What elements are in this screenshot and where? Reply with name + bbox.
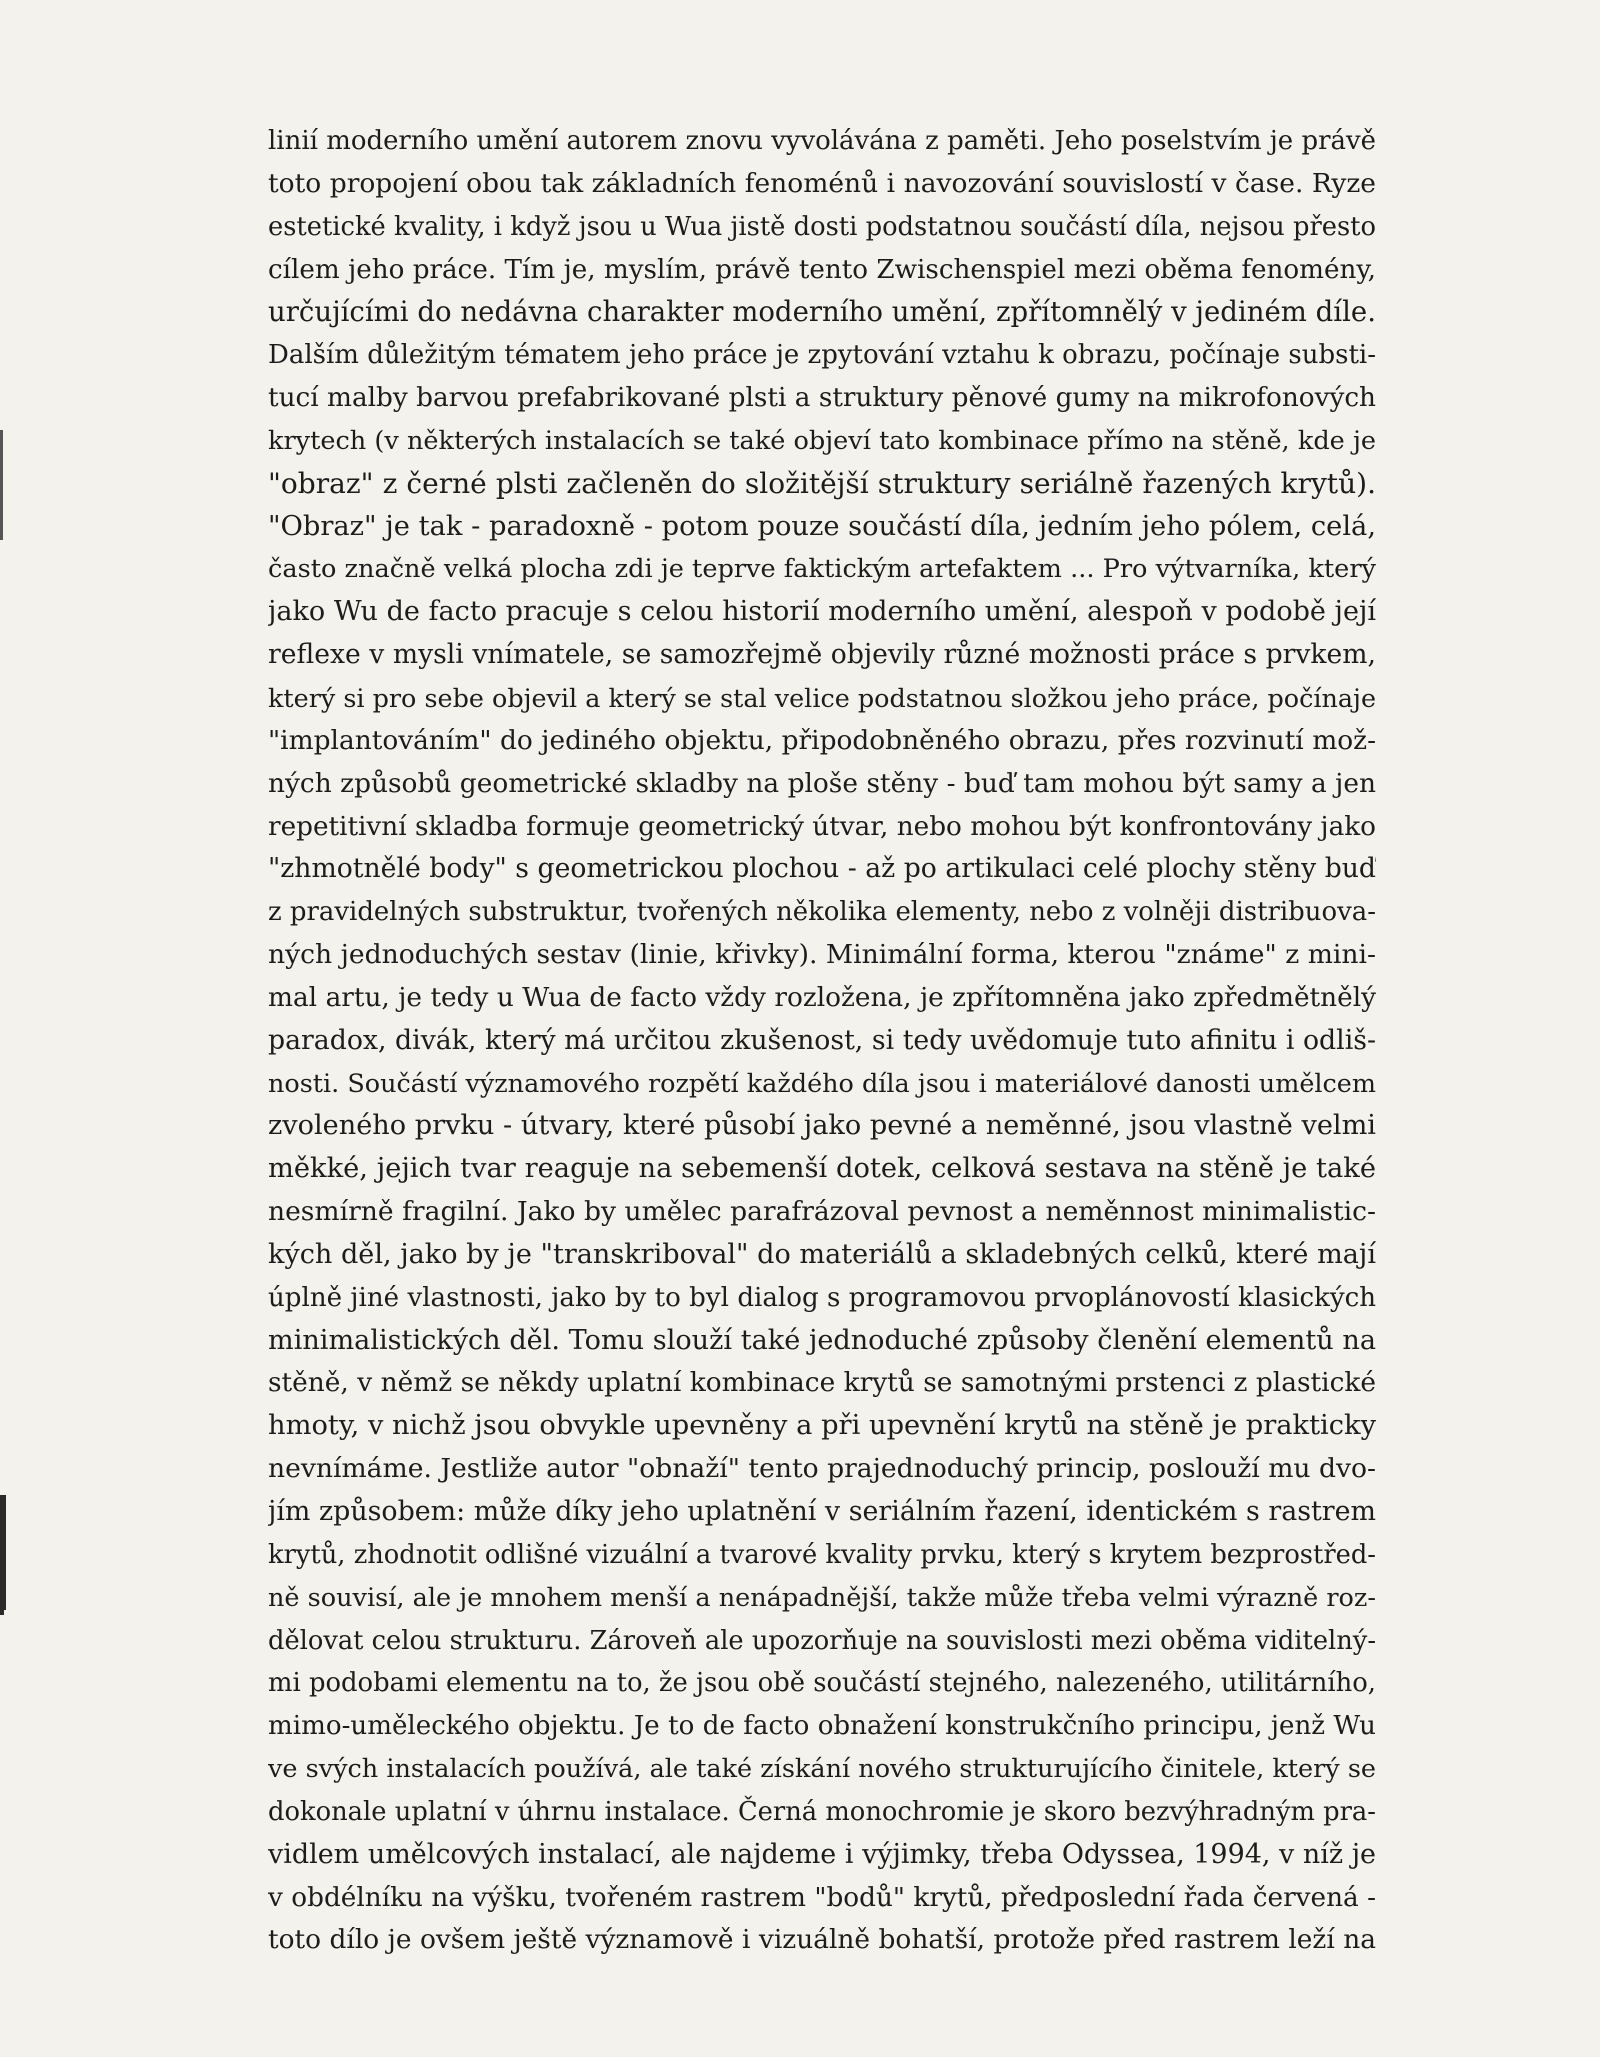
text-line: mal artu, je tedy u Wua de facto vždy rozložena, je zpřítomněna jako zpředmětnělý: [268, 982, 1376, 1013]
text-line: "implantováním" do jediného objektu, připodobněného obrazu, přes rozvinutí mož-: [268, 724, 1376, 756]
scan-edge-mark: [0, 430, 3, 540]
text-line: Dalším důležitým tématem jeho práce je zpytování vztahu k obrazu, počínaje substi-: [268, 340, 1376, 371]
body-text: [268, 120, 1376, 2005]
text-line: [268, 1962, 1376, 2005]
text-line: toto dílo je ovšem ještě významově i vizuálně bohatší, protože před rastrem leží na: [268, 1924, 1376, 1956]
text-line: reflexe v mysli vnímatele, se samozřejmě objevily různé možnosti práce s prvkem,: [268, 639, 1376, 671]
text-line: často značně velká plocha zdi je teprve faktickým artefaktem ... Pro výtvarníka, který: [268, 554, 1376, 585]
text-line: ných způsobů geometrické skladby na ploše stěny - buď tam mohou být samy a jen: [268, 767, 1376, 799]
text-line: ně souvisí, ale je mnohem menší a nenápadnější, takže může třeba velmi výrazně roz-: [268, 1582, 1376, 1613]
text-line: mimo-uměleckého objektu. Je to de facto obnažení konstrukčního principu, jenž Wu: [268, 1711, 1376, 1742]
text-line: ve svých instalacích používá, ale také získání nového strukturujícího činitele, který se: [268, 1754, 1376, 1785]
text-line: "obraz" z černé plsti začleněn do složitější struktury seriálně řazených krytů).: [268, 466, 1376, 500]
text-line: estetické kvality, i když jsou u Wua jistě dosti podstatnou součástí díla, nejsou přesto: [268, 211, 1376, 242]
text-line: v obdélníku na výšku, tvořeném rastrem "bodů" krytů, předposlední řada červená -: [268, 1882, 1376, 1913]
text-line: úplně jiné vlastnosti, jako by to byl dialog s programovou prvoplánovostí klasických: [268, 1282, 1376, 1313]
text-line: mi podobami elementu na to, že jsou obě součástí stejného, nalezeného, utilitárního,: [268, 1668, 1376, 1699]
text-line: toto propojení obou tak základních fenoménů i navozování souvislostí v čase. Ryze: [268, 167, 1376, 199]
text-line: linií moderního umění autorem znovu vyvolávána z paměti. Jeho poselstvím je právě: [268, 126, 1376, 156]
text-line: cílem jeho práce. Tím je, myslím, právě tento Zwischenspiel mezi oběma fenomény,: [268, 254, 1376, 285]
text-line: stěně, v němž se někdy uplatní kombinace krytů se samotnými prstenci z plastické: [268, 1367, 1376, 1399]
text-line: hmoty, v nichž jsou obvykle upevněny a při upevnění krytů na stěně je prakticky: [268, 1410, 1376, 1442]
text-line: "Obraz" je tak - paradoxně - potom pouze součástí díla, jedním jeho pólem, celá,: [268, 510, 1376, 542]
text-line: vidlem umělcových instalací, ale najdeme i výjimky, třeba Odyssea, 1994, v níž je: [268, 1838, 1376, 1870]
text-line: nosti. Součástí významového rozpětí každého díla jsou i materiálové danosti umělcem: [268, 1068, 1376, 1099]
text-line: paradox, divák, který má určitou zkušenost, si tedy uvědomuje tuto afinitu i odliš-: [268, 1024, 1376, 1056]
text-line: krytech (v některých instalacích se také objeví tato kombinace přímo na stěně, kde je: [268, 425, 1376, 456]
text-line: dělovat celou strukturu. Zároveň ale upozorňuje na souvislosti mezi oběma viditelný-: [268, 1625, 1376, 1656]
text-line: dokonale uplatní v úhrnu instalace. Černá monochromie je skoro bezvýhradným pra-: [268, 1796, 1376, 1827]
text-line: měkké, jejich tvar reaguje na sebemenší dotek, celková sestava na stěně je také: [268, 1153, 1376, 1185]
text-line: repetitivní skladba formuje geometrický útvar, nebo mohou být konfrontovány jako: [268, 811, 1376, 842]
text-line: určujícími do nedávna charakter moderního umění, zpřítomnělý v jediném díle.: [268, 296, 1376, 329]
text-line: ných jednoduchých sestav (linie, křivky). Minimální forma, kterou "známe" z mini-: [268, 939, 1376, 971]
text-line: jako Wu de facto pracuje s celou historií moderního umění, alespoň v podobě její: [268, 596, 1376, 628]
text-line: "zhmotnělé body" s geometrickou plochou - až po artikulaci celé plochy stěny buď: [268, 853, 1376, 885]
scan-edge-mark: [0, 1555, 4, 1615]
text-line: tucí malby barvou prefabrikované plsti a struktury pěnové gumy na mikrofonových: [268, 383, 1376, 414]
text-line: nesmírně fragilní. Jako by umělec parafrázoval pevnost a neměnnost minimalistic-: [268, 1196, 1376, 1228]
text-line: kých děl, jako by je "transkriboval" do materiálů a skladebných celků, které mají: [268, 1238, 1376, 1270]
text-line: jím způsobem: může díky jeho uplatnění v seriálním řazení, identickém s rastrem: [268, 1496, 1376, 1527]
text-line: krytů, zhodnotit odlišné vizuální a tvarové kvality prvku, který s krytem bezprostřed-: [268, 1539, 1376, 1570]
text-line: který si pro sebe objevil a který se stal velice podstatnou složkou jeho práce, počínaje: [268, 682, 1376, 713]
text-line: z pravidelných substruktur, tvořených několika elementy, nebo z volněji distribuova-: [268, 897, 1376, 928]
text-line: nevnímáme. Jestliže autor "obnaží" tento prajednoduchý princip, poslouží mu dvo-: [268, 1453, 1376, 1485]
text-line: zvoleného prvku - útvary, které působí jako pevné a neměnné, jsou vlastně velmi: [268, 1110, 1376, 1142]
text-line: minimalistických děl. Tomu slouží také jednoduché způsoby členění elementů na: [268, 1324, 1376, 1356]
